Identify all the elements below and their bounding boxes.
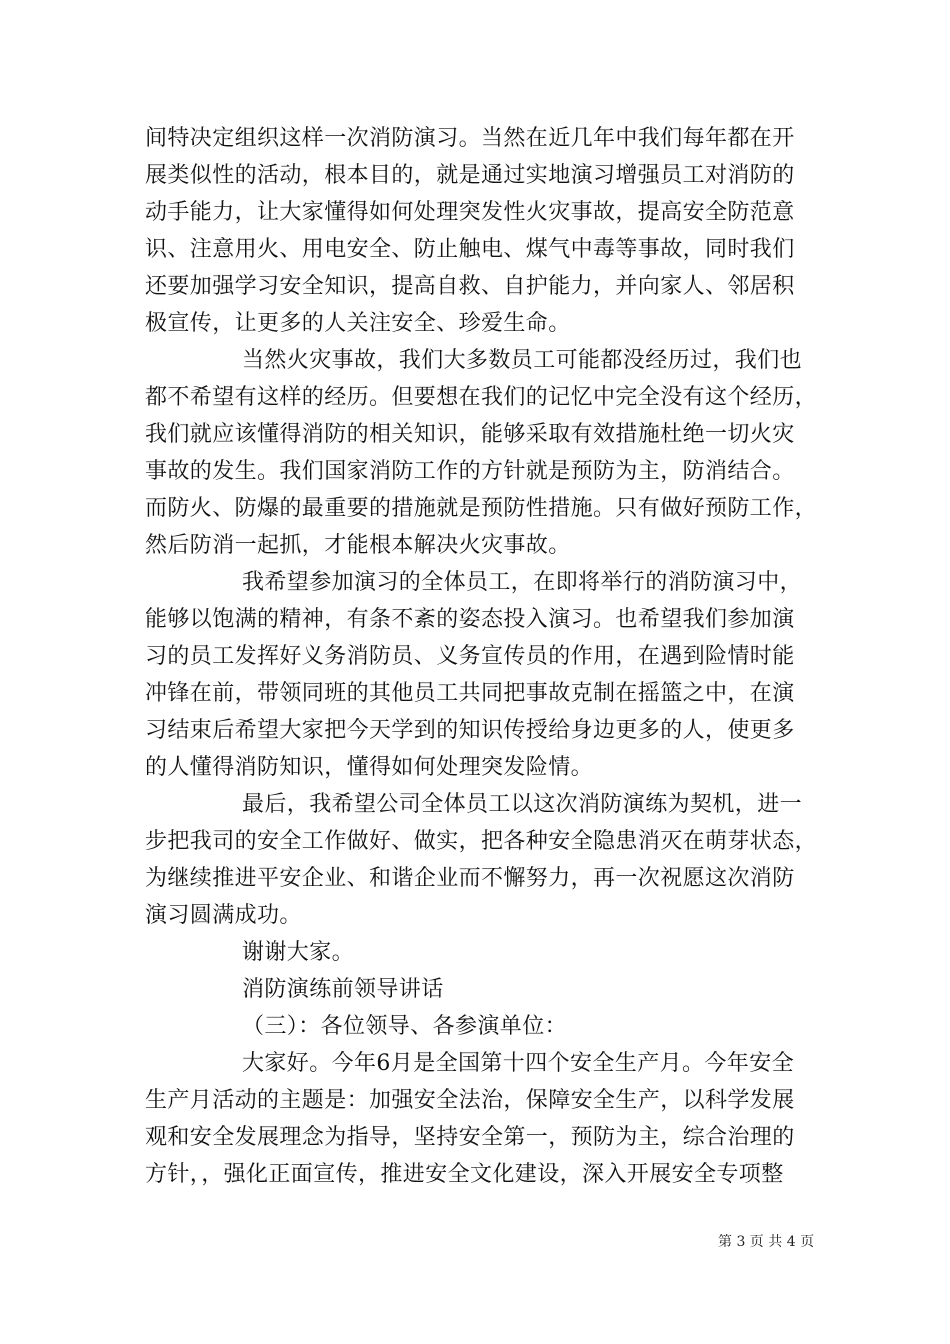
text-line: 而防火、防爆的最重要的措施就是预防性措施。只有做好预防工作， [145, 496, 818, 521]
text-line: 冲锋在前，带领同班的其他员工共同把事故克制在摇篮之中，在演 [145, 681, 795, 706]
paragraph-first-line: 当然火灾事故，我们大多数员工可能都没经历过，我们也 [242, 348, 803, 373]
closing-line: 谢谢大家。 [242, 940, 355, 965]
paragraph-first-line: 最后，我希望公司全体员工以这次消防演练为契机，进一 [242, 792, 803, 817]
text-line: 能够以饱满的精神，有条不紊的姿态投入演习。也希望我们参加演 [145, 607, 795, 632]
text-line: 习结束后希望大家把今天学到的知识传授给身边更多的人，使更多 [145, 718, 795, 743]
text-line: 然后防消一起抓，才能根本解决火灾事故。 [145, 533, 571, 558]
paragraph-first-line: 我希望参加演习的全体员工，在即将举行的消防演习中， [242, 570, 803, 595]
document-body [145, 120, 835, 1193]
text-line: 演习圆满成功。 [145, 903, 302, 928]
text-line: 为继续推进平安企业、和谐企业而不懈努力，再一次祝愿这次消防 [145, 866, 795, 891]
text-line: 展类似性的活动，根本目的，就是通过实地演习增强员工对消防的 [145, 163, 795, 188]
text-line: 事故的发生。我们国家消防工作的方针就是预防为主，防消结合。 [145, 459, 795, 484]
text-line: 方针，，强化正面宣传，推进安全文化建设，深入开展安全专项整 [145, 1162, 784, 1187]
text-line: 极宣传，让更多的人关注安全、珍爱生命。 [145, 311, 571, 336]
section-title: 消防演练前领导讲话 [242, 977, 444, 1002]
text-line: 生产月活动的主题是：加强安全法治，保障安全生产，以科学发展 [145, 1088, 795, 1113]
text-line: 观和安全发展理念为指导，坚持安全第一，预防为主，综合治理的 [145, 1125, 795, 1150]
text-line: 习的员工发挥好义务消防员、义务宣传员的作用，在遇到险情时能 [145, 644, 795, 669]
text-line: 间特决定组织这样一次消防演习。当然在近几年中我们每年都在开 [145, 126, 795, 151]
text-line: 我们就应该懂得消防的相关知识，能够采取有效措施杜绝一切火灾 [145, 422, 795, 447]
text-line: 动手能力，让大家懂得如何处理突发性火灾事故，提高安全防范意 [145, 200, 795, 225]
page-number: 第 3 页 共 4 页 [718, 1234, 815, 1250]
text-line: 还要加强学习安全知识，提高自救、自护能力，并向家人、邻居积 [145, 274, 795, 299]
text-line: 的人懂得消防知识，懂得如何处理突发险情。 [145, 755, 594, 780]
text-line: 识、注意用火、用电安全、防止触电、煤气中毒等事故，同时我们 [145, 237, 795, 262]
text-line: 步把我司的安全工作做好、做实，把各种安全隐患消灭在萌芽状态， [145, 829, 818, 854]
salutation-line: （三）：各位领导、各参演单位： [242, 1014, 568, 1039]
paragraph-first-line: 大家好。今年6月是全国第十四个安全生产月。今年安全 [242, 1051, 794, 1076]
text-line: 都不希望有这样的经历。但要想在我们的记忆中完全没有这个经历， [145, 385, 818, 410]
